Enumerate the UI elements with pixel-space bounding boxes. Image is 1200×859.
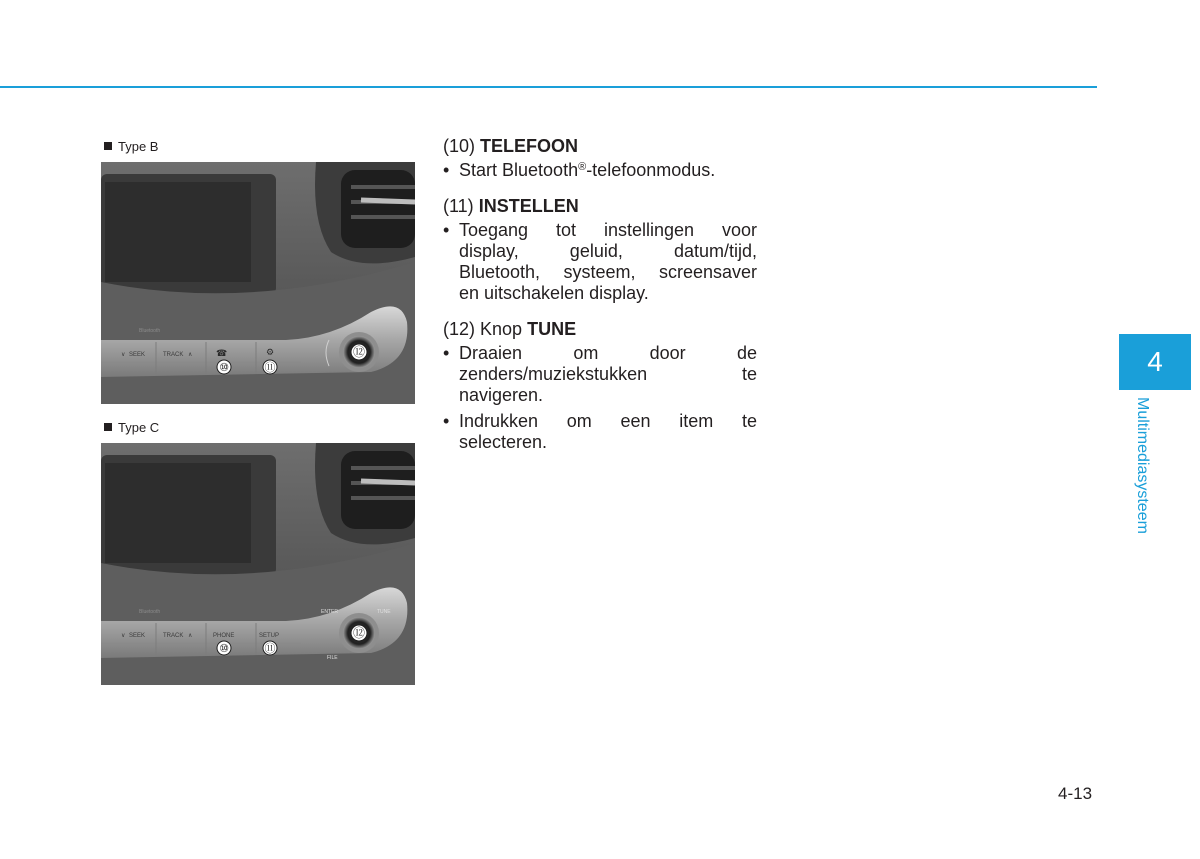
callout-12: ⑫ bbox=[352, 345, 366, 359]
figure-label-type-c: Type C bbox=[104, 420, 159, 435]
callout-10: ⑩ bbox=[219, 361, 229, 374]
square-bullet-icon bbox=[104, 142, 112, 150]
section-tune bbox=[443, 319, 757, 453]
phone-button-label: PHONE bbox=[213, 633, 235, 639]
bluetooth-logo: Bluetooth bbox=[139, 328, 161, 334]
section-heading: (11) INSTELLEN bbox=[443, 196, 579, 216]
gear-icon: ⚙ bbox=[266, 347, 275, 357]
section-heading: (10) TELEFOON bbox=[443, 136, 579, 156]
header-rule bbox=[0, 86, 1097, 88]
enter-label: ENTER bbox=[321, 609, 338, 615]
callout-11: ⑪ bbox=[264, 361, 276, 374]
text-column bbox=[443, 136, 757, 468]
seek-button-label: SEEK bbox=[129, 633, 146, 639]
bullet-item: • Draaien om door de zenders/muziekstukken te navigeren. bbox=[443, 343, 757, 405]
callout-12: ⑫ bbox=[352, 626, 366, 640]
chapter-tab: 4 bbox=[1119, 334, 1191, 390]
section-telefoon bbox=[443, 136, 757, 181]
tune-label: TUNE bbox=[377, 609, 391, 615]
callout-10: ⑩ bbox=[219, 642, 229, 655]
seek-button-label: SEEK bbox=[129, 352, 146, 358]
bluetooth-logo: Bluetooth bbox=[139, 609, 161, 615]
bullet-item: • Toegang tot instellingen voor display, geluid, datum/tijd, Bluetooth, systeem, screensaver en uitschakelen display. bbox=[443, 220, 757, 303]
svg-text:∨: ∨ bbox=[121, 352, 126, 358]
section-instellen bbox=[443, 196, 757, 304]
track-button-label: TRACK bbox=[163, 352, 184, 358]
figure-type-c-photo bbox=[101, 443, 415, 685]
svg-text:∨: ∨ bbox=[121, 633, 126, 639]
setup-button-label: SETUP bbox=[259, 633, 280, 639]
bullet-item: • Start Bluetooth®-telefoonmodus. bbox=[443, 160, 716, 180]
svg-text:∧: ∧ bbox=[188, 633, 193, 639]
file-label: FILE bbox=[327, 655, 338, 661]
chapter-name: Multimediasysteem bbox=[1134, 397, 1151, 534]
bullet-item: • Indrukken om een item te selecteren. bbox=[443, 411, 757, 452]
callout-11: ⑪ bbox=[264, 642, 276, 655]
page-number: 4-13 bbox=[1058, 784, 1093, 803]
figure-label-type-b: Type B bbox=[104, 139, 158, 154]
track-button-label: TRACK bbox=[163, 633, 184, 639]
phone-icon: ☎ bbox=[216, 348, 228, 358]
square-bullet-icon bbox=[104, 423, 112, 431]
svg-text:∧: ∧ bbox=[188, 352, 193, 358]
section-heading: (12) Knop TUNE bbox=[443, 319, 577, 339]
figure-type-b-photo bbox=[101, 162, 415, 404]
